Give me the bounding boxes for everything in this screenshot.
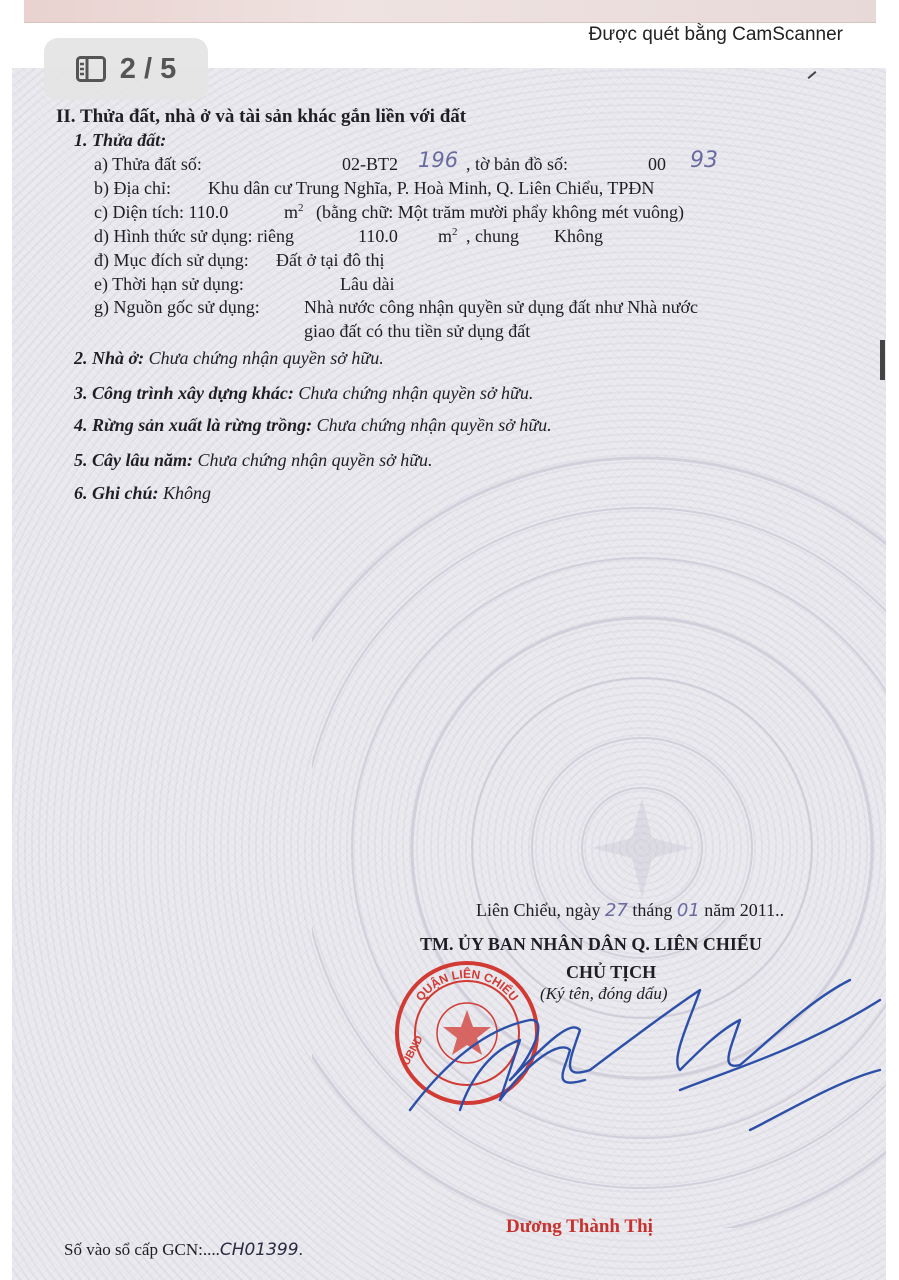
trees-label: 5. Cây lâu năm: [74,450,194,470]
issuing-authority: TM. ỦY BAN NHÂN DÂN Q. LIÊN CHIỂU [420,934,762,954]
usage-unit: $m^2$ [438,226,458,246]
area-in-words: (bằng chữ: Một trăm mười phẩy không mét vuông) [316,202,684,222]
map-handwritten: 93 [690,148,718,173]
page-thumbnail-icon [76,56,106,82]
usage-label: d) Hình thức sử dụng: riêng [94,226,294,246]
handwritten-signature [400,960,890,1150]
origin-line-1: Nhà nước công nhận quyền sử dụng đất như Nhà nước [304,297,698,317]
area-label: c) Diện tích: 110.0 [94,202,229,222]
purpose-label: đ) Mục đích sử dụng: [94,250,249,270]
forest-row [74,415,552,436]
map-label: , tờ bản đồ số: [466,154,569,174]
notes-label: 6. Ghi chú: [74,483,159,503]
origin-label: g) Nguồn gốc sử dụng: [94,297,260,317]
usage-shared-value: Không [554,226,603,246]
house-value: Chưa chứng nhận quyền sở hữu. [148,348,384,368]
usage-private-area: 110.0 [358,226,398,246]
trees-row [74,450,433,471]
construction-label: 3. Công trình xây dựng khác: [74,383,294,403]
notes-row [74,483,211,504]
svg-text:QUẬN LIÊN CHIỂU: QUẬN LIÊN CHIỂU [412,967,522,1004]
scan-edge-mark [808,71,817,79]
plot-value: 02-BT2 [342,154,398,174]
svg-text:UBND: UBND [400,1033,426,1068]
registry-number: Số vào sổ cấp GCN:....CH01399. [64,1240,303,1260]
term-label: e) Thời hạn sử dụng: [94,274,244,294]
forest-value: Chưa chứng nhận quyền sở hữu. [316,415,552,435]
map-value: 00 [648,154,666,174]
scan-edge-mark [880,340,885,380]
page-indicator-text: 2 / 5 [119,52,177,85]
house-label: 2. Nhà ở: [74,348,145,368]
notes-value: Không [163,483,212,503]
sign-note: (Ký tên, đóng dấu) [540,984,668,1003]
land-title: 1. Thửa đất: [74,130,167,150]
section-heading: II. Thửa đất, nhà ở và tài sản khác gắn liền với đất [56,106,467,127]
signer-name: Dương Thành Thị [506,1216,653,1237]
trees-value: Chưa chứng nhận quyền sở hữu. [197,450,433,470]
forest-label: 4. Rừng sản xuất là rừng trồng: [74,415,313,435]
house-row [74,348,384,369]
origin-line-2: giao đất có thu tiền sử dụng đất [304,321,531,341]
issue-date: Liên Chiểu, ngày 27 tháng 01 năm 2011.. [476,900,785,921]
purpose-value: Đất ở tại đô thị [276,250,385,270]
page-indicator-button[interactable] [44,38,208,100]
previous-page-edge [24,0,876,23]
construction-value: Chưa chứng nhận quyền sở hữu. [298,383,534,403]
plot-handwritten: 196 [418,148,459,172]
signer-role: CHỦ TỊCH [566,962,657,982]
address-value: Khu dân cư Trung Nghĩa, P. Hoà Minh, Q. Liên Chiểu, TPĐN [208,178,655,198]
scan-watermark: Được quét bằng CamScanner [588,24,843,45]
address-label: b) Địa chỉ: [94,178,171,198]
usage-shared-label: , chung [466,226,519,246]
term-value: Lâu dài [340,274,395,294]
area-unit: $m^2$ [284,202,304,222]
plot-label: a) Thửa đất số: [94,154,202,174]
construction-row [74,383,533,404]
